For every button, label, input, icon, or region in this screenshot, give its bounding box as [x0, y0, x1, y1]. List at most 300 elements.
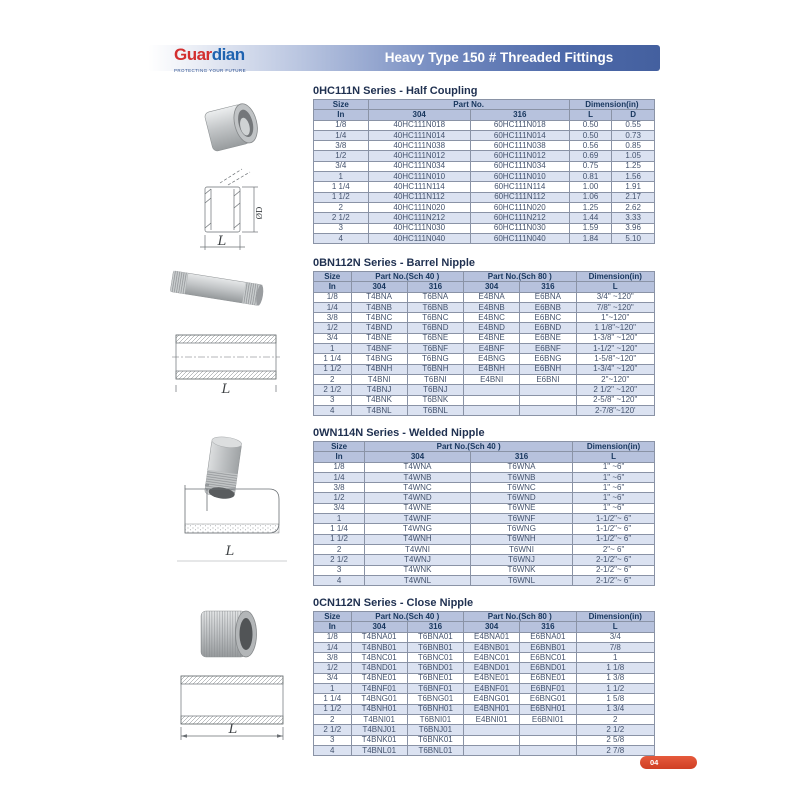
length-dimension-label: L — [225, 544, 235, 559]
table-row — [314, 202, 655, 212]
table-cell: 0.85 — [612, 141, 655, 151]
half-coupling-drawing — [192, 167, 277, 252]
table-cell: E6BNF01 — [520, 684, 576, 694]
table-cell: 2 — [314, 202, 369, 212]
table-cell: 0.81 — [569, 172, 612, 182]
table-cell: 1" ~6" — [573, 493, 655, 503]
column-header: 304 — [351, 622, 407, 632]
column-group-header: Part No.(Sch 80 ) — [464, 272, 577, 282]
table-cell: 1 3/8 — [576, 673, 655, 683]
column-group-header: Part No.(Sch 40 ) — [351, 272, 464, 282]
table-cell: T4BNB01 — [351, 642, 407, 652]
table-cell: 3 — [314, 223, 369, 233]
table-cell: 1/8 — [314, 120, 369, 130]
table-cell: 3.96 — [612, 223, 655, 233]
table-cell: T4WNI — [365, 544, 471, 554]
table-cell: T4WNL — [365, 575, 471, 585]
table-cell: T6WNH — [470, 534, 572, 544]
column-group-header: Part No. — [368, 100, 569, 110]
table-cell: 2 1/2 — [576, 725, 655, 735]
table-cell: 1.59 — [569, 223, 612, 233]
table-cell: 40HC111N114 — [368, 182, 470, 192]
table-row — [314, 642, 655, 652]
table-cell: T4WNH — [365, 534, 471, 544]
table-cell: T4BND — [351, 323, 407, 333]
column-header: 304 — [368, 110, 470, 120]
column-group-header: Size — [314, 100, 369, 110]
table-cell — [464, 725, 520, 735]
table-cell: 60HC111N014 — [470, 130, 569, 140]
column-header: 304 — [464, 282, 520, 292]
table-cell: T6WNJ — [470, 555, 572, 565]
page-number-badge: 04 — [640, 756, 697, 769]
table-cell: E6BNI01 — [520, 714, 576, 724]
table-cell: 3/8 — [314, 313, 352, 323]
table-cell — [520, 405, 576, 415]
column-group-header: Part No.(Sch 40 ) — [365, 442, 573, 452]
table-row — [314, 130, 655, 140]
table-row — [314, 161, 655, 171]
table-cell: T6BNB — [407, 302, 463, 312]
table-cell: 1-1/2"~ 6" — [573, 524, 655, 534]
table-cell: 1.25 — [569, 202, 612, 212]
table-cell: 1-3/4" ~120" — [576, 364, 655, 374]
table-cell: 1.84 — [569, 233, 612, 243]
table-cell: 2 7/8 — [576, 745, 655, 755]
table-row — [314, 745, 655, 755]
table-cell: T6BNC — [407, 313, 463, 323]
table-cell: E6BNE — [520, 333, 576, 343]
welded-nipple-drawing — [177, 483, 287, 568]
table-cell — [464, 385, 520, 395]
table-cell: 3/8 — [314, 653, 352, 663]
table-cell: T6WNA — [470, 462, 572, 472]
column-header: L — [576, 622, 655, 632]
table-cell: T6BNA — [407, 292, 463, 302]
table-cell: T6BNH — [407, 364, 463, 374]
table-row — [314, 483, 655, 493]
length-dimension-label: L — [228, 722, 238, 737]
table-cell: T4WNJ — [365, 555, 471, 565]
table-cell: 40HC111N030 — [368, 223, 470, 233]
column-group-header: Dimension(in) — [569, 100, 654, 110]
table-row — [314, 714, 655, 724]
table-cell: 7/8" ~120" — [576, 302, 655, 312]
table-cell: T6BNE — [407, 333, 463, 343]
table-cell: T4WNA — [365, 462, 471, 472]
table-cell: 1-1/2"~ 6" — [573, 534, 655, 544]
table-cell: T4BNF — [351, 344, 407, 354]
table-cell: T4BNG01 — [351, 694, 407, 704]
table-cell: 1 — [314, 344, 352, 354]
column-group-header: Size — [314, 442, 365, 452]
table-cell: 2 1/2 — [314, 725, 352, 735]
table-cell: 1.06 — [569, 192, 612, 202]
table-cell: T4BNJ01 — [351, 725, 407, 735]
table-cell: 60HC111N040 — [470, 233, 569, 243]
table-cell: T6BNF — [407, 344, 463, 354]
table-cell: T6BNI01 — [407, 714, 463, 724]
table-cell: E4BND01 — [464, 663, 520, 673]
table-row — [314, 555, 655, 565]
column-header: 304 — [365, 452, 471, 462]
table-cell: 1 1/8 — [576, 663, 655, 673]
table-cell: E6BND — [520, 323, 576, 333]
table-row — [314, 663, 655, 673]
table-cell: E4BNE01 — [464, 673, 520, 683]
table-cell: T6WNF — [470, 514, 572, 524]
table-cell: 1 1/4 — [314, 694, 352, 704]
table-row — [314, 223, 655, 233]
table-row — [314, 172, 655, 182]
table-cell: 2.62 — [612, 202, 655, 212]
table-cell: 1/4 — [314, 472, 365, 482]
table-cell: T6WNE — [470, 503, 572, 513]
table-cell: E6BNA01 — [520, 632, 576, 642]
length-dimension-label: L — [217, 234, 227, 249]
table-cell: 7/8 — [576, 642, 655, 652]
table-row — [314, 694, 655, 704]
table-cell: 1/4 — [314, 642, 352, 652]
table-cell: T6BNK01 — [407, 735, 463, 745]
close-nipple-table — [313, 611, 655, 756]
table-cell: 60HC111N038 — [470, 141, 569, 151]
table-cell: T6BNL01 — [407, 745, 463, 755]
brand-logo-text-blue: dian — [211, 45, 245, 64]
table-cell: 0.56 — [569, 141, 612, 151]
table-cell: T4BNA01 — [351, 632, 407, 642]
table-cell: 2"~ 6" — [573, 544, 655, 554]
table-cell: 60HC111N030 — [470, 223, 569, 233]
table-row — [314, 151, 655, 161]
table-cell: 3/4" ~120" — [576, 292, 655, 302]
column-header: L — [576, 282, 655, 292]
table-cell: 60HC111N034 — [470, 161, 569, 171]
column-group-header: Dimension(in) — [576, 272, 655, 282]
table-cell: T4BNG — [351, 354, 407, 364]
table-cell: 0.50 — [569, 130, 612, 140]
header-group-row — [314, 442, 655, 452]
table-row — [314, 395, 655, 405]
table-cell: T6BNG01 — [407, 694, 463, 704]
table-row — [314, 514, 655, 524]
table-row — [314, 354, 655, 364]
table-cell: 1 1/2 — [314, 364, 352, 374]
table-cell: T6WNC — [470, 483, 572, 493]
table-row — [314, 141, 655, 151]
column-header: In — [314, 282, 352, 292]
table-cell: T4BND01 — [351, 663, 407, 673]
table-cell: 1 5/8 — [576, 694, 655, 704]
table-cell: T4WNE — [365, 503, 471, 513]
table-cell: 1" ~6" — [573, 483, 655, 493]
table-cell: 0.69 — [569, 151, 612, 161]
table-row — [314, 575, 655, 585]
table-cell: 1.25 — [612, 161, 655, 171]
table-cell — [464, 405, 520, 415]
table-row — [314, 182, 655, 192]
barrel-nipple-table — [313, 271, 655, 416]
table-cell: 1 1/2 — [314, 192, 369, 202]
table-cell: 4 — [314, 233, 369, 243]
close-nipple-photo — [193, 602, 265, 668]
table-cell: 40HC111N020 — [368, 202, 470, 212]
header-row — [314, 622, 655, 632]
table-cell: 1/8 — [314, 632, 352, 642]
table-cell: 4 — [314, 745, 352, 755]
table-cell: 0.50 — [569, 120, 612, 130]
header-row — [314, 452, 655, 462]
column-header: 304 — [464, 622, 520, 632]
table-row — [314, 385, 655, 395]
length-dimension-label: L — [221, 382, 231, 396]
table-cell: 2-5/8" ~120" — [576, 395, 655, 405]
table-cell: E4BNE — [464, 333, 520, 343]
column-header: 316 — [407, 282, 463, 292]
table-cell: 2-1/2"~ 6" — [573, 555, 655, 565]
table-cell: 60HC111N018 — [470, 120, 569, 130]
table-cell: 1/4 — [314, 302, 352, 312]
column-header: D — [612, 110, 655, 120]
table-cell: 1 1/2 — [314, 534, 365, 544]
table-cell: T4BNI — [351, 374, 407, 384]
table-cell: E6BNG — [520, 354, 576, 364]
table-cell: E6BNC — [520, 313, 576, 323]
table-cell: 2 5/8 — [576, 735, 655, 745]
table-cell: 1.05 — [612, 151, 655, 161]
table-row — [314, 524, 655, 534]
table-cell: E6BNB01 — [520, 642, 576, 652]
table-cell: 1.44 — [569, 213, 612, 223]
table-cell: T6WNL — [470, 575, 572, 585]
table-row — [314, 503, 655, 513]
table-cell: 1 — [576, 653, 655, 663]
table-cell: 3 — [314, 735, 352, 745]
section-title-welded-nipple: 0WN114N Series - Welded Nipple — [313, 427, 485, 439]
table-cell: T4BNL — [351, 405, 407, 415]
table-cell: T4BNJ — [351, 385, 407, 395]
table-cell — [464, 395, 520, 405]
table-cell: E6BNH — [520, 364, 576, 374]
table-cell: 3/8 — [314, 141, 369, 151]
table-row — [314, 120, 655, 130]
table-cell: 3/8 — [314, 483, 365, 493]
column-header: 316 — [520, 282, 576, 292]
table-cell: T6BNE01 — [407, 673, 463, 683]
table-cell: 2 1/2 — [314, 213, 369, 223]
table-cell: 1.56 — [612, 172, 655, 182]
table-cell: E4BNH01 — [464, 704, 520, 714]
table-cell: E4BNF — [464, 344, 520, 354]
table-cell — [520, 385, 576, 395]
table-row — [314, 493, 655, 503]
table-row — [314, 462, 655, 472]
table-cell: 40HC111N212 — [368, 213, 470, 223]
table-cell: 40HC111N010 — [368, 172, 470, 182]
column-group-header: Size — [314, 612, 352, 622]
table-cell: 1 — [314, 514, 365, 524]
table-cell: E4BNA01 — [464, 632, 520, 642]
table-cell: 3/4 — [576, 632, 655, 642]
table-row — [314, 725, 655, 735]
brand-logo-text-red: Guar — [174, 45, 212, 64]
table-cell: 1 1/8"~120" — [576, 323, 655, 333]
section-title-half-coupling: 0HC111N Series - Half Coupling — [313, 85, 478, 97]
table-cell: T4BNH01 — [351, 704, 407, 714]
table-cell: E4BNG01 — [464, 694, 520, 704]
table-cell: E6BND01 — [520, 663, 576, 673]
table-cell: T4BNI01 — [351, 714, 407, 724]
table-cell: 2-1/2"~ 6" — [573, 565, 655, 575]
table-cell: 1/2 — [314, 323, 352, 333]
column-header: In — [314, 452, 365, 462]
table-cell: E4BNI — [464, 374, 520, 384]
table-cell: T4BNC — [351, 313, 407, 323]
table-cell: T4BNK — [351, 395, 407, 405]
table-cell: E6BNE01 — [520, 673, 576, 683]
page-title: Heavy Type 150 # Threaded Fittings — [384, 50, 614, 65]
barrel-nipple-photo — [168, 264, 268, 316]
table-cell: 40HC111N034 — [368, 161, 470, 171]
table-cell: T6BND01 — [407, 663, 463, 673]
table-cell: E6BNA — [520, 292, 576, 302]
table-row — [314, 632, 655, 642]
table-cell: 1/8 — [314, 292, 352, 302]
table-cell: T6BNJ — [407, 385, 463, 395]
table-row — [314, 544, 655, 554]
header-row — [314, 110, 655, 120]
table-cell: 3/4 — [314, 503, 365, 513]
table-cell: 60HC111N212 — [470, 213, 569, 223]
column-header: In — [314, 110, 369, 120]
table-cell: T6BNH01 — [407, 704, 463, 714]
table-cell: 60HC111N114 — [470, 182, 569, 192]
column-header: 304 — [351, 282, 407, 292]
table-row — [314, 472, 655, 482]
table-cell: 0.55 — [612, 120, 655, 130]
table-cell: 2 1/2" ~120" — [576, 385, 655, 395]
table-cell: 60HC111N012 — [470, 151, 569, 161]
table-cell: 3/4 — [314, 333, 352, 343]
half-coupling-photo — [200, 93, 270, 163]
table-cell: 3/4 — [314, 673, 352, 683]
table-cell: 1" ~6" — [573, 472, 655, 482]
table-cell: 2 — [314, 544, 365, 554]
table-row — [314, 213, 655, 223]
table-cell: 1 3/4 — [576, 704, 655, 714]
table-cell: 5.10 — [612, 233, 655, 243]
table-cell: E4BNA — [464, 292, 520, 302]
table-cell: 0.75 — [569, 161, 612, 171]
table-cell: T4WNG — [365, 524, 471, 534]
table-cell: 2 1/2 — [314, 385, 352, 395]
table-row — [314, 302, 655, 312]
table-row — [314, 704, 655, 714]
table-cell: 1/2 — [314, 493, 365, 503]
column-header: 316 — [520, 622, 576, 632]
section-title-close-nipple: 0CN112N Series - Close Nipple — [313, 597, 474, 609]
table-cell: E4BND — [464, 323, 520, 333]
table-cell: 40HC111N038 — [368, 141, 470, 151]
table-cell: 2 — [314, 714, 352, 724]
brand-logo — [174, 46, 246, 79]
table-cell: 1-5/8"~120" — [576, 354, 655, 364]
header-group-row — [314, 612, 655, 622]
table-cell — [520, 745, 576, 755]
column-group-header: Part No.(Sch 80 ) — [464, 612, 577, 622]
table-row — [314, 374, 655, 384]
table-cell: T6BNK — [407, 395, 463, 405]
welded-nipple-table — [313, 441, 655, 586]
table-cell: E4BNF01 — [464, 684, 520, 694]
table-cell: T6BNF01 — [407, 684, 463, 694]
table-cell: T6BNA01 — [407, 632, 463, 642]
table-cell: E4BNG — [464, 354, 520, 364]
table-cell: 4 — [314, 405, 352, 415]
table-cell — [464, 745, 520, 755]
table-cell: T4BNE — [351, 333, 407, 343]
table-row — [314, 192, 655, 202]
table-cell: T6BNL — [407, 405, 463, 415]
column-group-header: Dimension(in) — [573, 442, 655, 452]
table-cell: 40HC111N014 — [368, 130, 470, 140]
table-cell: 2 1/2 — [314, 555, 365, 565]
table-cell: 2 — [314, 374, 352, 384]
table-cell: 60HC111N010 — [470, 172, 569, 182]
half-coupling-table — [313, 99, 655, 244]
table-cell: T4BNC01 — [351, 653, 407, 663]
table-cell: T4WNF — [365, 514, 471, 524]
diameter-dimension-label: ØD — [255, 206, 264, 220]
table-cell: 2.17 — [612, 192, 655, 202]
table-cell: 1/8 — [314, 462, 365, 472]
table-cell: T6BNI — [407, 374, 463, 384]
table-row — [314, 323, 655, 333]
table-cell: 1"~120" — [576, 313, 655, 323]
table-row — [314, 313, 655, 323]
table-cell: T4BNL01 — [351, 745, 407, 755]
table-cell: 0.73 — [612, 130, 655, 140]
table-row — [314, 653, 655, 663]
table-cell: T6WND — [470, 493, 572, 503]
table-cell: 2 — [576, 714, 655, 724]
column-header: 316 — [470, 452, 572, 462]
table-cell: T4BNF01 — [351, 684, 407, 694]
table-cell: T4WNC — [365, 483, 471, 493]
table-cell: E4BNC — [464, 313, 520, 323]
table-cell: 1 1/2 — [314, 704, 352, 714]
table-cell: 2-1/2"~ 6" — [573, 575, 655, 585]
table-cell: T6WNG — [470, 524, 572, 534]
table-cell — [464, 735, 520, 745]
table-row — [314, 292, 655, 302]
table-cell: 1 1/4 — [314, 182, 369, 192]
table-cell: 60HC111N112 — [470, 192, 569, 202]
table-cell: T4BNE01 — [351, 673, 407, 683]
table-cell: 1 — [314, 684, 352, 694]
table-cell: 1/2 — [314, 151, 369, 161]
table-cell: T4BNB — [351, 302, 407, 312]
table-cell: 1" ~6" — [573, 503, 655, 513]
table-row — [314, 684, 655, 694]
column-group-header: Dimension(in) — [576, 612, 655, 622]
table-cell: 3/4 — [314, 161, 369, 171]
header-row — [314, 282, 655, 292]
table-cell: 40HC111N112 — [368, 192, 470, 202]
header-group-row — [314, 272, 655, 282]
table-cell: E4BNB — [464, 302, 520, 312]
table-cell: T6BNG — [407, 354, 463, 364]
